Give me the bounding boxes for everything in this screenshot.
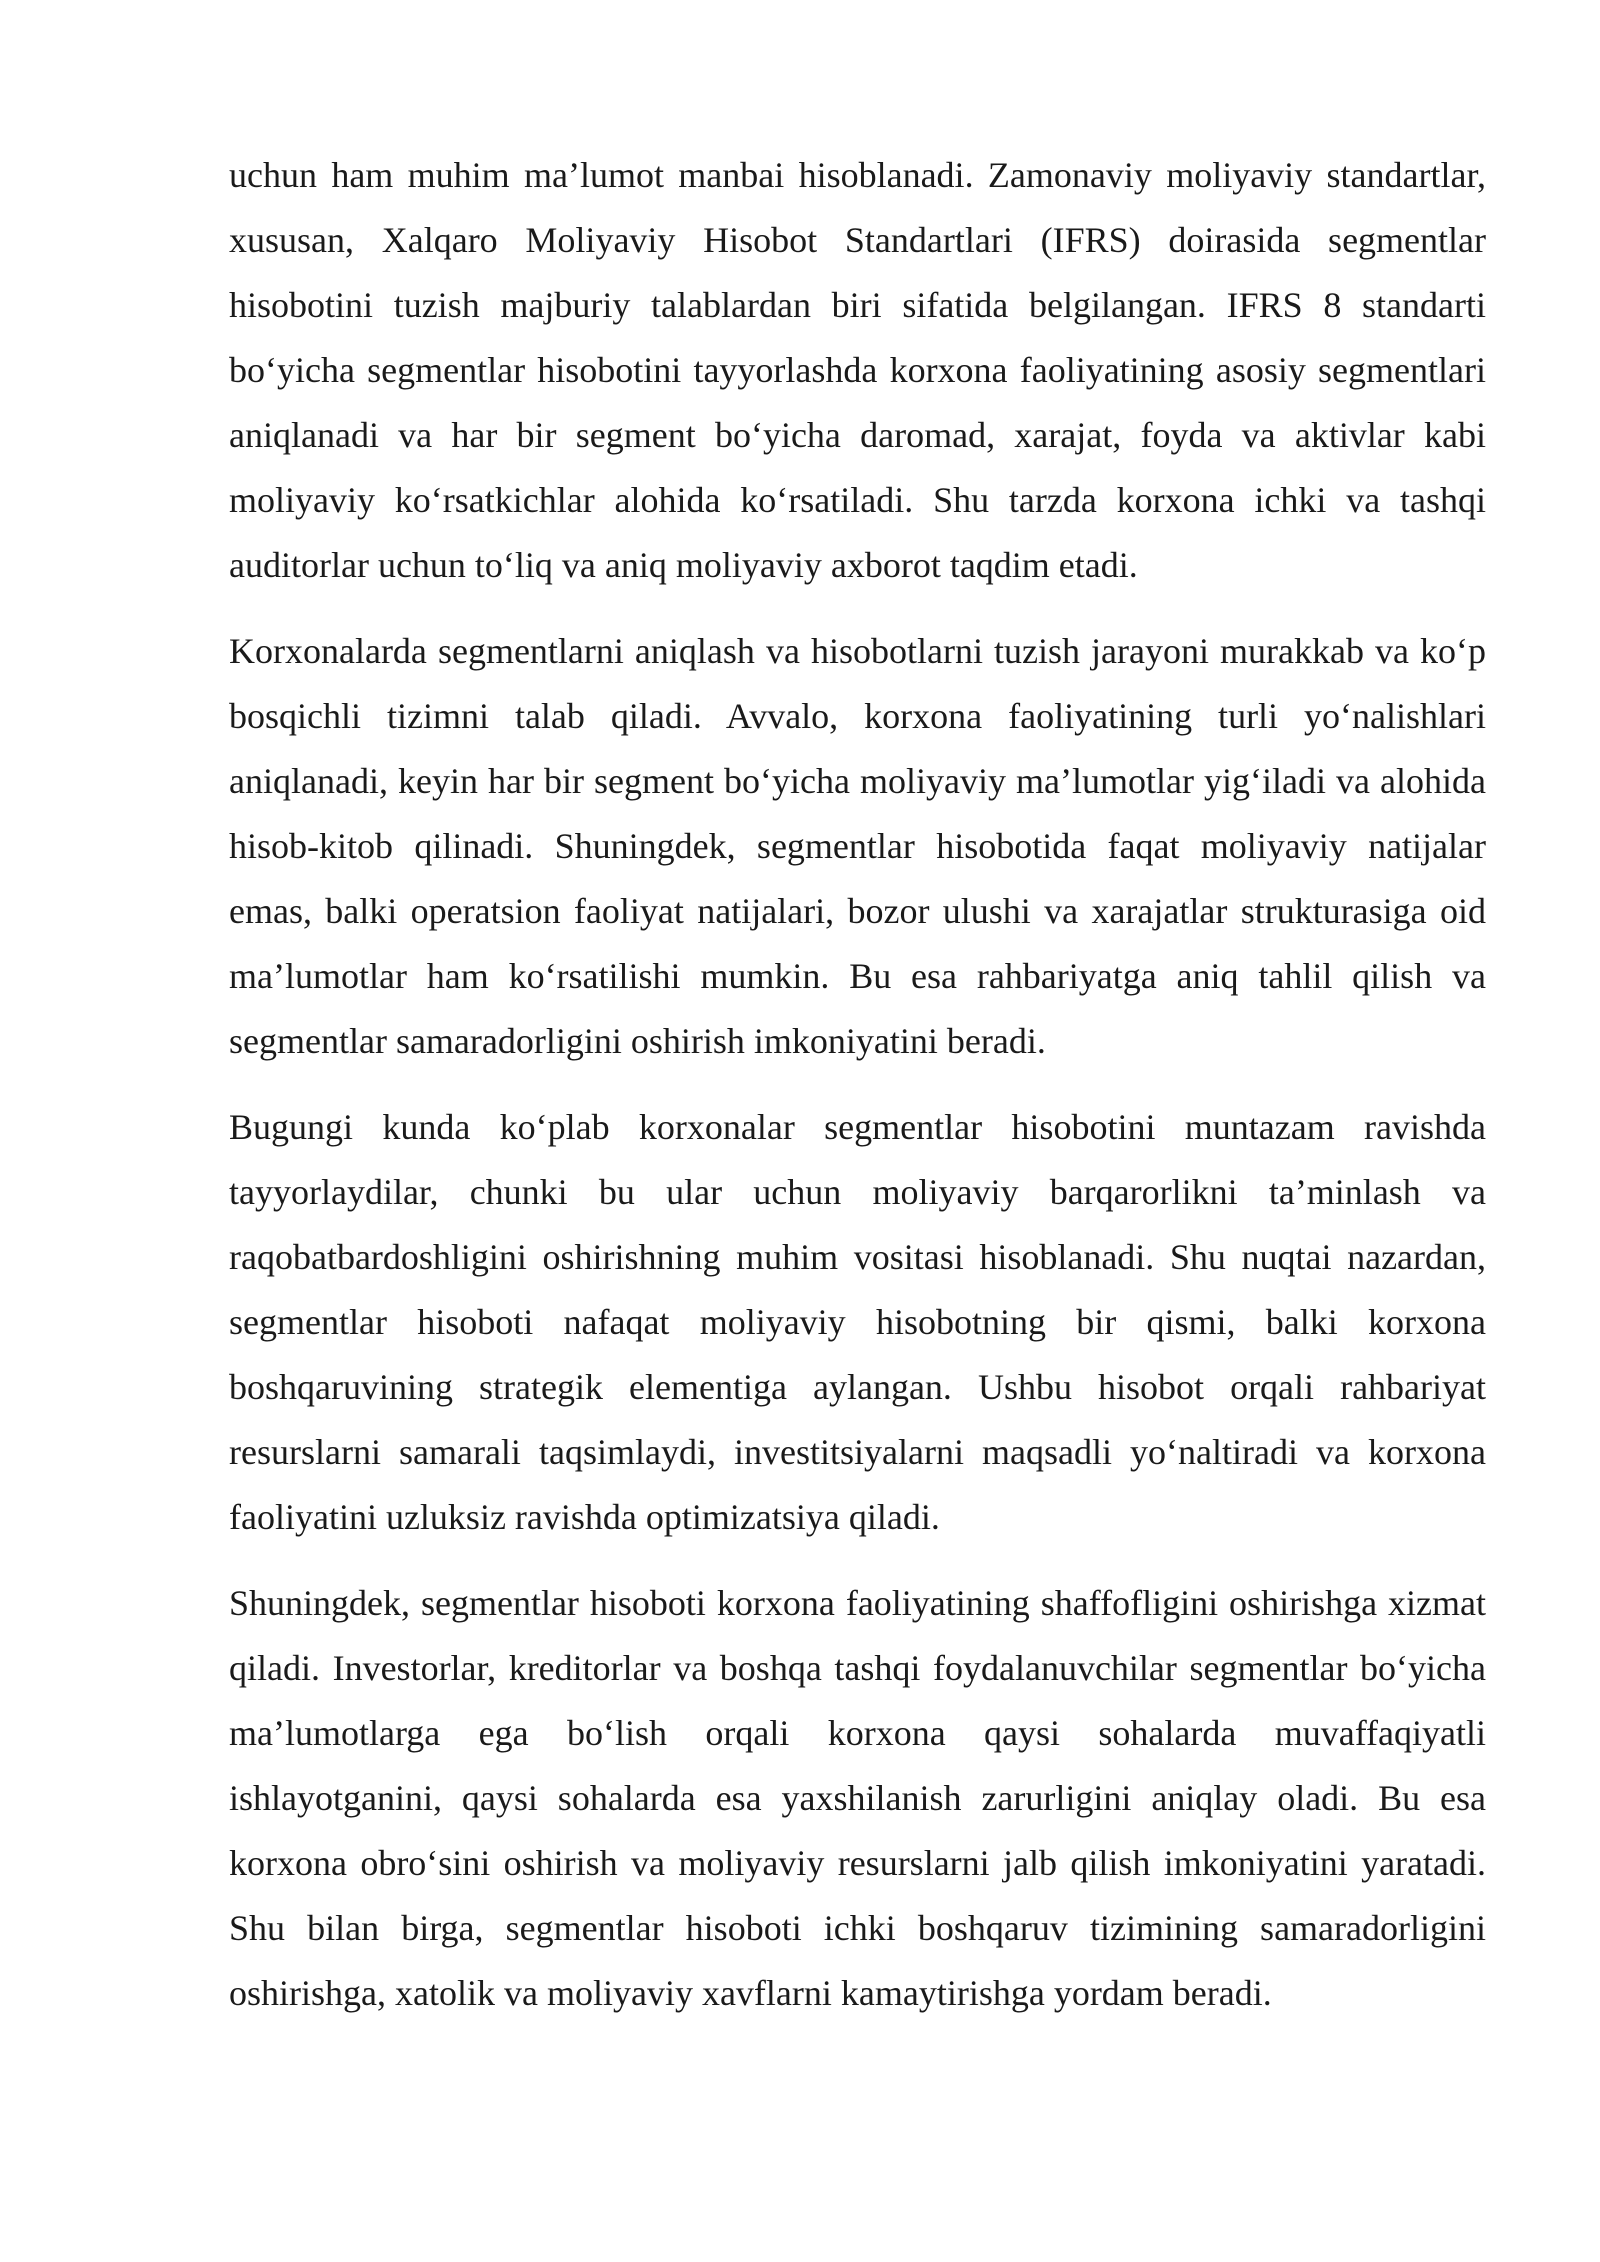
paragraph: Korxonalarda segmentlarni aniqlash va hisobotlarni tuzish jarayoni murakkab va ko‘p bosqichli tizimni talab qiladi. Avvalo, korxona faoliyatining turli yo‘nalishlari aniqlanadi, keyin har bir segment bo‘yicha moliyaviy ma’lumotlar yig‘iladi va alohida hisob-kitob qilinadi. Shuningdek, segmentlar hisobotida faqat moliyaviy natijalar emas, balki operatsion faoliyat natijalari, bozor ulushi va xarajatlar strukturasiga oid ma’lumotlar ham ko‘rsatilishi mumkin. Bu esa rahbariyatga aniq tahlil qilish va segmentlar samaradorligini oshirish imkoniyatini beradi. xyxy=(229,631,1486,1061)
paragraph: Shuningdek, segmentlar hisoboti korxona faoliyatining shaffofligini oshirishga xizmat qiladi. Investorlar, kreditorlar va boshqa tashqi foydalanuvchilar segmentlar bo‘yicha ma’lumotlarga ega bo‘lish orqali korxona qaysi sohalarda muvaffaqiyatli ishlayotganini, qaysi sohalarda esa yaxshilanish zarurligini aniqlay oladi. Bu esa korxona obro‘sini oshirish va moliyaviy resurslarni jalb qilish imkoniyatini yaratadi. Shu bilan birga, segmentlar hisoboti ichki boshqaruv tizimining samaradorligini oshirishga, xatolik va moliyaviy xavflarni kamaytirishga yordam beradi. xyxy=(229,1583,1486,2013)
paragraph: uchun ham muhim ma’lumot manbai hisoblanadi. Zamonaviy moliyaviy standartlar, xususan, Xalqaro Moliyaviy Hisobot Standartlari (IFRS) doirasida segmentlar hisobotini tuzish majburiy talablardan biri sifatida belgilangan. IFRS 8 standarti bo‘yicha segmentlar hisobotini tayyorlashda korxona faoliyatining asosiy segmentlari aniqlanadi va har bir segment bo‘yicha daromad, xarajat, foyda va aktivlar kabi moliyaviy ko‘rsatkichlar alohida ko‘rsatiladi. Shu tarzda korxona ichki va tashqi auditorlar uchun to‘liq va aniq moliyaviy axborot taqdim etadi. xyxy=(229,155,1486,585)
paragraph: Bugungi kunda ko‘plab korxonalar segmentlar hisobotini muntazam ravishda tayyorlaydilar, chunki bu ular uchun moliyaviy barqarorlikni ta’minlash va raqobatbardoshligini oshirishning muhim vositasi hisoblanadi. Shu nuqtai nazardan, segmentlar hisoboti nafaqat moliyaviy hisobotning bir qismi, balki korxona boshqaruvining strategik elementiga aylangan. Ushbu hisobot orqali rahbariyat resurslarni samarali taqsimlaydi, investitsiyalarni maqsadli yo‘naltiradi va korxona faoliyatini uzluksiz ravishda optimizatsiya qiladi. xyxy=(229,1107,1486,1537)
document-body xyxy=(229,143,1486,2026)
